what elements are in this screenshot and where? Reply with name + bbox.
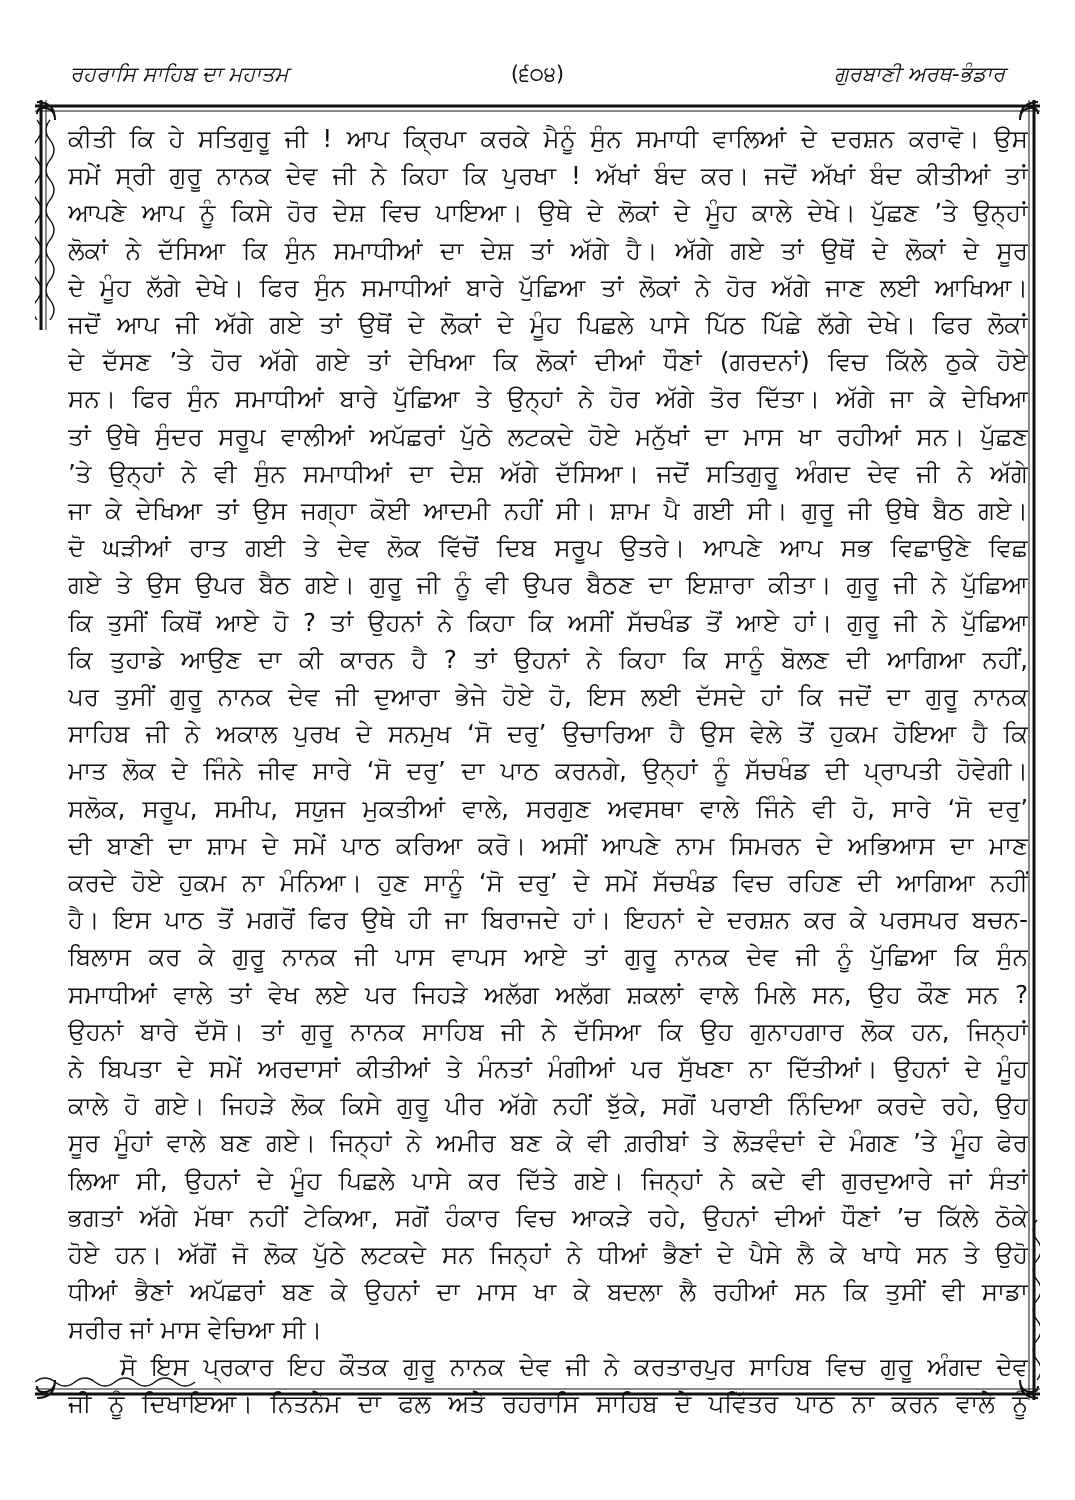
text-line: ਦੋ ਘੜੀਆਂ ਰਾਤ ਗਈ ਤੇ ਦੇਵ ਲੋਕ ਵਿੱਚੋਂ ਦਿਬ ਸਰੂਪ ਉਤਰੇ। ਆਪਣੇ ਆਪ ਸਭ ਵਿਛਾਉਣੇ ਵਿਛ [68, 533, 1028, 563]
text-line: ਕਿ ਤੁਹਾਡੇ ਆਉਣ ਦਾ ਕੀ ਕਾਰਨ ਹੈ ? ਤਾਂ ਉਹਨਾਂ ਨੇ ਕਿਹਾ ਕਿ ਸਾਨੂੰ ਬੋਲਣ ਦੀ ਆਗਿਆ ਨਹੀਂ, [68, 644, 1028, 674]
text-line: ਹੈ। ਇਸ ਪਾਠ ਤੋਂ ਮਗਰੋਂ ਫਿਰ ਉਥੇ ਹੀ ਜਾ ਬਿਰਾਜਦੇ ਹਾਂ। ਇਹਨਾਂ ਦੇ ਦਰਸ਼ਨ ਕਰ ਕੇ ਪਰਸਪਰ ਬਚਨ- [68, 905, 1028, 935]
text-line: ਹੋਏ ਹਨ। ਅੱਗੋਂ ਜੋ ਲੋਕ ਪੁੱਠੇ ਲਟਕਦੇ ਸਨ ਜਿਨ੍ਹਾਂ ਨੇ ਧੀਆਂ ਭੈਣਾਂ ਦੇ ਪੈਸੇ ਲੈ ਕੇ ਖਾਧੇ ਸਨ ਤੇ ਉਹੋ [68, 1240, 1028, 1270]
paragraph-2 [68, 1348, 1028, 1422]
text-line: ਤਾਂ ਉਥੇ ਸੁੰਦਰ ਸਰੂਪ ਵਾਲੀਆਂ ਅਪੱਛਰਾਂ ਪੁੱਠੇ ਲਟਕਦੇ ਹੋਏ ਮਨੁੱਖਾਂ ਦਾ ਮਾਸ ਖਾ ਰਹੀਆਂ ਸਨ। ਪੁੱਛਣ [68, 421, 1028, 451]
text-line: ਪਰ ਤੁਸੀਂ ਗੁਰੂ ਨਾਨਕ ਦੇਵ ਜੀ ਦੁਆਰਾ ਭੇਜੇ ਹੋਏ ਹੋ, ਇਸ ਲਈ ਦੱਸਦੇ ਹਾਂ ਕਿ ਜਦੋਂ ਦਾ ਗੁਰੂ ਨਾਨਕ [68, 682, 1028, 712]
running-title-right: ਗੁਰਬਾਣੀ ਅਰਥ-ਭੰਡਾਰ [834, 62, 1005, 86]
text-line: ਕੀਤੀ ਕਿ ਹੇ ਸਤਿਗੁਰੂ ਜੀ ! ਆਪ ਕ੍ਰਿਪਾ ਕਰਕੇ ਮੈਨੂੰ ਸੁੰਨ ਸਮਾਧੀ ਵਾਲਿਆਂ ਦੇ ਦਰਸ਼ਨ ਕਰਾਵੋ। ਉਸ [68, 124, 1028, 153]
text-line: ਦੀ ਬਾਣੀ ਦਾ ਸ਼ਾਮ ਦੇ ਸਮੇਂ ਪਾਠ ਕਰਿਆ ਕਰੋ। ਅਸੀਂ ਆਪਣੇ ਨਾਮ ਸਿਮਰਨ ਦੇ ਅਭਿਆਸ ਦਾ ਮਾਣ [68, 830, 1028, 860]
text-line: ਜਾ ਕੇ ਦੇਖਿਆ ਤਾਂ ਉਸ ਜਗ੍ਹਾ ਕੋਈ ਆਦਮੀ ਨਹੀਂ ਸੀ। ਸ਼ਾਮ ਪੈ ਗਈ ਸੀ। ਗੁਰੂ ਜੀ ਉਥੇ ਬੈਠ ਗਏ। [68, 496, 1028, 526]
page-body [68, 120, 1028, 1418]
text-line: ਸੂਰ ਮੂੰਹਾਂ ਵਾਲੇ ਬਣ ਗਏ। ਜਿਨ੍ਹਾਂ ਨੇ ਅਮੀਰ ਬਣ ਕੇ ਵੀ ਗ਼ਰੀਬਾਂ ਤੇ ਲੋੜਵੰਦਾਂ ਦੇ ਮੰਗਣ ’ਤੇ ਮੂੰਹ ਫੇਰ [68, 1128, 1028, 1158]
text-line: ਸਾਹਿਬ ਜੀ ਨੇ ਅਕਾਲ ਪੁਰਖ ਦੇ ਸਨਮੁਖ ‘ਸੋ ਦਰੁ’ ਉਚਾਰਿਆ ਹੈ ਉਸ ਵੇਲੇ ਤੋਂ ਹੁਕਮ ਹੋਇਆ ਹੈ ਕਿ [68, 719, 1028, 749]
text-line: ਭਗਤਾਂ ਅੱਗੇ ਮੱਥਾ ਨਹੀਂ ਟੇਕਿਆ, ਸਗੋਂ ਹੰਕਾਰ ਵਿਚ ਆਕੜੇ ਰਹੇ, ਉਹਨਾਂ ਦੀਆਂ ਧੌਣਾਂ ’ਚ ਕਿੱਲੇ ਠੋਕੇ [68, 1202, 1028, 1232]
text-line: ਜਦੋਂ ਆਪ ਜੀ ਅੱਗੇ ਗਏ ਤਾਂ ਉਥੋਂ ਦੇ ਲੋਕਾਂ ਦੇ ਮੂੰਹ ਪਿਛਲੇ ਪਾਸੇ ਪਿੱਠ ਪਿੱਛੇ ਲੱਗੇ ਦੇਖੇ। ਫਿਰ ਲੋਕਾਂ [68, 310, 1028, 340]
text-line: ’ਤੇ ਉਨ੍ਹਾਂ ਨੇ ਵੀ ਸੁੰਨ ਸਮਾਧੀਆਂ ਦਾ ਦੇਸ਼ ਅੱਗੇ ਦੱਸਿਆ। ਜਦੋਂ ਸਤਿਗੁਰੂ ਅੰਗਦ ਦੇਵ ਜੀ ਨੇ ਅੱਗੇ [68, 458, 1028, 488]
text-line: ਦੇ ਮੂੰਹ ਲੱਗੇ ਦੇਖੇ। ਫਿਰ ਸੁੰਨ ਸਮਾਧੀਆਂ ਬਾਰੇ ਪੁੱਛਿਆ ਤਾਂ ਲੋਕਾਂ ਨੇ ਹੋਰ ਅੱਗੇ ਜਾਣ ਲਈ ਆਖਿਆ। [68, 272, 1028, 302]
running-title-left: ਰਹਰਾਸਿ ਸਾਹਿਬ ਦਾ ਮਹਾਤਮ [70, 62, 289, 86]
paragraph-1 [68, 120, 1028, 1348]
text-line: ਆਪਣੇ ਆਪ ਨੂੰ ਕਿਸੇ ਹੋਰ ਦੇਸ਼ ਵਿਚ ਪਾਇਆ। ਉਥੇ ਦੇ ਲੋਕਾਂ ਦੇ ਮੂੰਹ ਕਾਲੇ ਦੇਖੇ। ਪੁੱਛਣ ’ਤੇ ਉਨ੍ਹਾਂ [68, 198, 1028, 228]
text-line: ਸਲੋਕ, ਸਰੂਪ, ਸਮੀਪ, ਸਯੁਜ ਮੁਕਤੀਆਂ ਵਾਲੇ, ਸਰਗੁਣ ਅਵਸਥਾ ਵਾਲੇ ਜਿੰਨੇ ਵੀ ਹੋ, ਸਾਰੇ ‘ਸੋ ਦਰੁ’ [68, 793, 1028, 823]
page-header [0, 0, 1075, 100]
page-number: (੬੦੪) [510, 62, 565, 86]
text-line: ਜੀ ਨੂੰ ਦਿਖਾਇਆ। ਨਿਤਨੇਮ ਦਾ ਫਲ ਅਤੇ ਰਹਰਾਸਿ ਸਾਹਿਬ ਦੇ ਪਵਿੱਤਰ ਪਾਠ ਨਾ ਕਰਨ ਵਾਲੇ ਨੂੰ [68, 1388, 1028, 1418]
text-line: ਧੀਆਂ ਭੈਣਾਂ ਅਪੱਛਰਾਂ ਬਣ ਕੇ ਉਹਨਾਂ ਦਾ ਮਾਸ ਖਾ ਕੇ ਬਦਲਾ ਲੈ ਰਹੀਆਂ ਸਨ ਕਿ ਤੁਸੀਂ ਵੀ ਸਾਡਾ [68, 1277, 1028, 1307]
text-line: ਬਿਲਾਸ ਕਰ ਕੇ ਗੁਰੂ ਨਾਨਕ ਜੀ ਪਾਸ ਵਾਪਸ ਆਏ ਤਾਂ ਗੁਰੂ ਨਾਨਕ ਦੇਵ ਜੀ ਨੂੰ ਪੁੱਛਿਆ ਕਿ ਸੁੰਨ [68, 942, 1028, 972]
text-line: ਲਿਆ ਸੀ, ਉਹਨਾਂ ਦੇ ਮੂੰਹ ਪਿਛਲੇ ਪਾਸੇ ਕਰ ਦਿੱਤੇ ਗਏ। ਜਿਨ੍ਹਾਂ ਨੇ ਕਦੇ ਵੀ ਗੁਰਦੁਆਰੇ ਜਾਂ ਸੰਤਾਂ [68, 1165, 1028, 1195]
text-line: ਗਏ ਤੇ ਉਸ ਉਪਰ ਬੈਠ ਗਏ। ਗੁਰੂ ਜੀ ਨੂੰ ਵੀ ਉਪਰ ਬੈਠਣ ਦਾ ਇਸ਼ਾਰਾ ਕੀਤਾ। ਗੁਰੂ ਜੀ ਨੇ ਪੁੱਛਿਆ [68, 570, 1028, 600]
text-line: ਸਰੀਰ ਜਾਂ ਮਾਸ ਵੇਚਿਆ ਸੀ। [68, 1314, 323, 1344]
text-line: ਲੋਕਾਂ ਨੇ ਦੱਸਿਆ ਕਿ ਸੁੰਨ ਸਮਾਧੀਆਂ ਦਾ ਦੇਸ਼ ਤਾਂ ਅੱਗੇ ਹੈ। ਅੱਗੇ ਗਏ ਤਾਂ ਉਥੋਂ ਦੇ ਲੋਕਾਂ ਦੇ ਸੂਰ [68, 235, 1028, 265]
text-line: ਕਾਲੇ ਹੋ ਗਏ। ਜਿਹੜੇ ਲੋਕ ਕਿਸੇ ਗੁਰੂ ਪੀਰ ਅੱਗੇ ਨਹੀਂ ਝੁੱਕੇ, ਸਗੋਂ ਪਰਾਈ ਨਿੰਦਿਆ ਕਰਦੇ ਰਹੇ, ਉਹ [68, 1091, 1028, 1121]
text-line: ਕਿ ਤੁਸੀਂ ਕਿਥੋਂ ਆਏ ਹੋ ? ਤਾਂ ਉਹਨਾਂ ਨੇ ਕਿਹਾ ਕਿ ਅਸੀਂ ਸੱਚਖੰਡ ਤੋਂ ਆਏ ਹਾਂ। ਗੁਰੂ ਜੀ ਨੇ ਪੁੱਛਿਆ [68, 607, 1028, 637]
text-line: ਕਰਦੇ ਹੋਏ ਹੁਕਮ ਨਾ ਮੰਨਿਆ। ਹੁਣ ਸਾਨੂੰ ‘ਸੋ ਦਰੁ’ ਦੇ ਸਮੇਂ ਸੱਚਖੰਡ ਵਿਚ ਰਹਿਣ ਦੀ ਆਗਿਆ ਨਹੀਂ [68, 868, 1028, 898]
text-line: ਸਮਾਧੀਆਂ ਵਾਲੇ ਤਾਂ ਵੇਖ ਲਏ ਪਰ ਜਿਹੜੇ ਅਲੱਗ ਅਲੱਗ ਸ਼ਕਲਾਂ ਵਾਲੇ ਮਿਲੇ ਸਨ, ਉਹ ਕੌਣ ਸਨ ? [68, 979, 1028, 1009]
text-line: ਸਨ। ਫਿਰ ਸੁੰਨ ਸਮਾਧੀਆਂ ਬਾਰੇ ਪੁੱਛਿਆ ਤੇ ਉਨ੍ਹਾਂ ਨੇ ਹੋਰ ਅੱਗੇ ਤੋਰ ਦਿੱਤਾ। ਅੱਗੇ ਜਾ ਕੇ ਦੇਖਿਆ [68, 384, 1028, 414]
text-line: ਨੇ ਬਿਪਤਾ ਦੇ ਸਮੇਂ ਅਰਦਾਸਾਂ ਕੀਤੀਆਂ ਤੇ ਮੰਨਤਾਂ ਮੰਗੀਆਂ ਪਰ ਸੁੱਖਣਾ ਨਾ ਦਿੱਤੀਆਂ। ਉਹਨਾਂ ਦੇ ਮੂੰਹ [68, 1054, 1028, 1084]
text-line: ਸਮੇਂ ਸ੍ਰੀ ਗੁਰੂ ਨਾਨਕ ਦੇਵ ਜੀ ਨੇ ਕਿਹਾ ਕਿ ਪੁਰਖਾ ! ਅੱਖਾਂ ਬੰਦ ਕਰ। ਜਦੋਂ ਅੱਖਾਂ ਬੰਦ ਕੀਤੀਆਂ ਤਾਂ [68, 161, 1028, 191]
text-line: ਸੋ ਇਸ ਪ੍ਰਕਾਰ ਇਹ ਕੌਤਕ ਗੁਰੂ ਨਾਨਕ ਦੇਵ ਜੀ ਨੇ ਕਰਤਾਰਪੁਰ ਸਾਹਿਬ ਵਿਚ ਗੁਰੂ ਅੰਗਦ ਦੇਵ [120, 1351, 1028, 1381]
text-line: ਮਾਤ ਲੋਕ ਦੇ ਜਿੰਨੇ ਜੀਵ ਸਾਰੇ ‘ਸੋ ਦਰੁ’ ਦਾ ਪਾਠ ਕਰਨਗੇ, ਉਨ੍ਹਾਂ ਨੂੰ ਸੱਚਖੰਡ ਦੀ ਪ੍ਰਾਪਤੀ ਹੋਵੇਗੀ। [68, 756, 1028, 786]
text-line: ਦੇ ਦੱਸਣ ’ਤੇ ਹੋਰ ਅੱਗੇ ਗਏ ਤਾਂ ਦੇਖਿਆ ਕਿ ਲੋਕਾਂ ਦੀਆਂ ਧੌਣਾਂ (ਗਰਦਨਾਂ) ਵਿਚ ਕਿੱਲੇ ਠੁਕੇ ਹੋਏ [68, 347, 1028, 377]
text-line: ਉਹਨਾਂ ਬਾਰੇ ਦੱਸੋ। ਤਾਂ ਗੁਰੂ ਨਾਨਕ ਸਾਹਿਬ ਜੀ ਨੇ ਦੱਸਿਆ ਕਿ ਉਹ ਗੁਨਾਹਗਾਰ ਲੋਕ ਹਨ, ਜਿਨ੍ਹਾਂ [68, 1016, 1028, 1046]
